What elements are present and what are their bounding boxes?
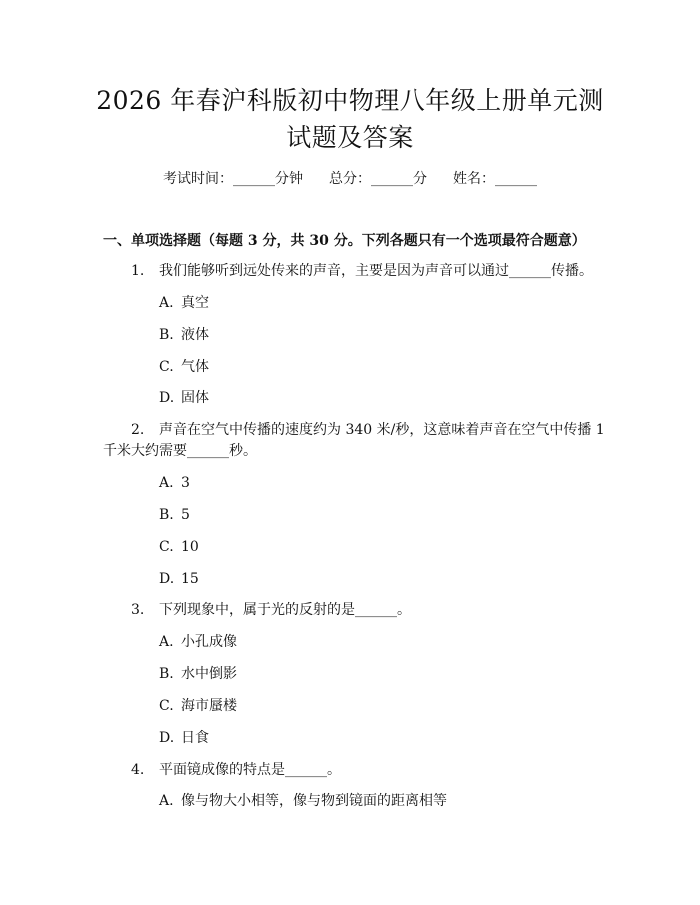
question-2-continuation: 千米大约需要______秒。: [103, 443, 257, 459]
section-heading: 一、单项选择题（每题 3 分，共 30 分。下列各题只有一个选项最符合题意）: [103, 233, 586, 249]
option-a: [159, 294, 209, 312]
question-text: 声音在空气中传播的速度约为 340 米/秒，这意味着声音在空气中传播 1: [159, 422, 605, 438]
option-c: [159, 697, 237, 715]
option-letter: A.: [159, 475, 174, 491]
option-d: [159, 729, 209, 747]
option-b: [159, 506, 190, 524]
question-3: [131, 601, 411, 619]
option-text: 固体: [181, 390, 209, 406]
option-letter: A.: [159, 793, 174, 809]
option-a: [159, 474, 190, 492]
question-4: [131, 761, 341, 779]
question-number: 2.: [131, 422, 145, 438]
question-number: 4.: [131, 762, 145, 778]
option-text: 15: [181, 571, 199, 587]
question-text: 平面镜成像的特点是______。: [159, 762, 341, 778]
document-title-line-1: 2026 年春沪科版初中物理八年级上册单元测: [96, 86, 604, 115]
option-text: 液体: [181, 327, 209, 343]
question-2: [131, 421, 605, 439]
option-text: 真空: [181, 295, 209, 311]
option-letter: B.: [159, 666, 174, 682]
option-text: 5: [181, 507, 190, 523]
question-text: 下列现象中，属于光的反射的是______。: [159, 602, 411, 618]
question-number: 3.: [131, 602, 145, 618]
option-text: 气体: [181, 359, 209, 375]
exam-time-field: 考试时间：______分钟: [163, 171, 303, 187]
question-number: 1.: [131, 263, 145, 279]
option-text: 像与物大小相等，像与物到镜面的距离相等: [181, 793, 447, 809]
option-text: 3: [181, 475, 190, 491]
option-letter: B.: [159, 327, 174, 343]
option-letter: A.: [159, 634, 174, 650]
option-letter: D.: [159, 390, 175, 406]
student-name-field: 姓名：______: [453, 171, 537, 187]
option-letter: D.: [159, 571, 175, 587]
option-letter: C.: [159, 359, 174, 375]
option-b: [159, 326, 209, 344]
total-score-field: 总分：______分: [329, 171, 427, 187]
option-text: 水中倒影: [181, 666, 237, 682]
document-title-line-2: 试题及答案: [286, 123, 414, 152]
question-text: 我们能够听到远处传来的声音，主要是因为声音可以通过______传播。: [159, 263, 593, 279]
option-d: [159, 570, 199, 588]
option-letter: B.: [159, 507, 174, 523]
option-b: [159, 665, 237, 683]
option-a: [159, 792, 447, 810]
question-1: [131, 262, 593, 280]
option-c: [159, 538, 199, 556]
option-text: 日食: [181, 730, 209, 746]
option-c: [159, 358, 209, 376]
option-d: [159, 389, 209, 407]
option-text: 小孔成像: [181, 634, 237, 650]
option-a: [159, 633, 237, 651]
option-letter: A.: [159, 295, 174, 311]
option-letter: C.: [159, 539, 174, 555]
option-text: 10: [181, 539, 199, 555]
option-letter: D.: [159, 730, 175, 746]
option-letter: C.: [159, 698, 174, 714]
exam-meta: [0, 170, 700, 188]
option-text: 海市蜃楼: [181, 698, 237, 714]
